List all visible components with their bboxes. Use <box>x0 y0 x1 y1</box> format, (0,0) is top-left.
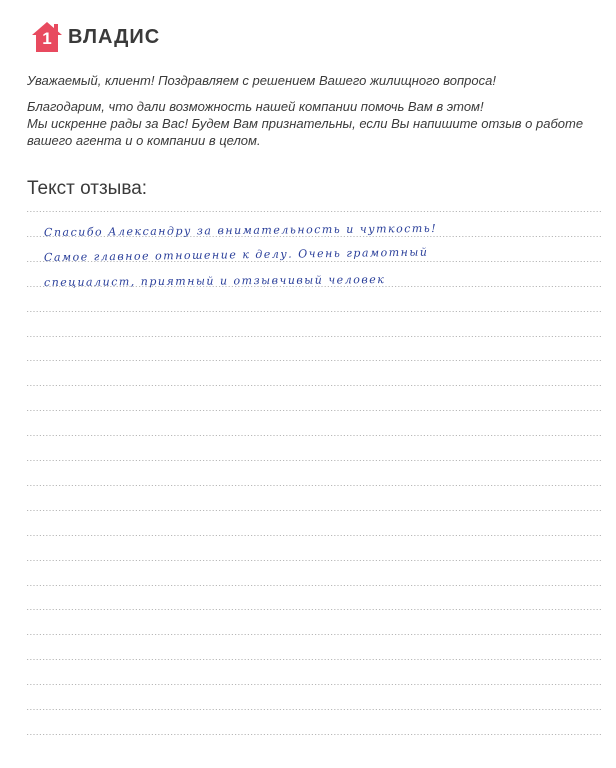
ruled-lines <box>27 0 603 768</box>
greeting-text: Уважаемый, клиент! Поздравляем с решением Вашего жилищного вопроса! <box>27 73 496 88</box>
thanks-line-3: вашего агента и о компании в целом. <box>27 133 261 148</box>
handwritten-line: Спасибо Александру за внимательность и чуткость! <box>43 221 438 239</box>
logo-number: 1 <box>42 29 52 48</box>
brand-name: ВЛАДИС <box>68 25 161 48</box>
thanks-line-2: Мы искренне рады за Вас! Будем Вам признательны, если Вы напишите отзыв о работе <box>27 116 584 131</box>
review-title: Текст отзыва: <box>27 178 148 199</box>
handwritten-line: Самое главное отношение к делу. Очень грамотный <box>43 245 429 264</box>
thanks-line-1: Благодарим, что дали возможность нашей компании помочь Вам в этом! <box>27 99 484 114</box>
handwritten-line: специалист, приятный и отзывчивый человек <box>43 273 386 289</box>
